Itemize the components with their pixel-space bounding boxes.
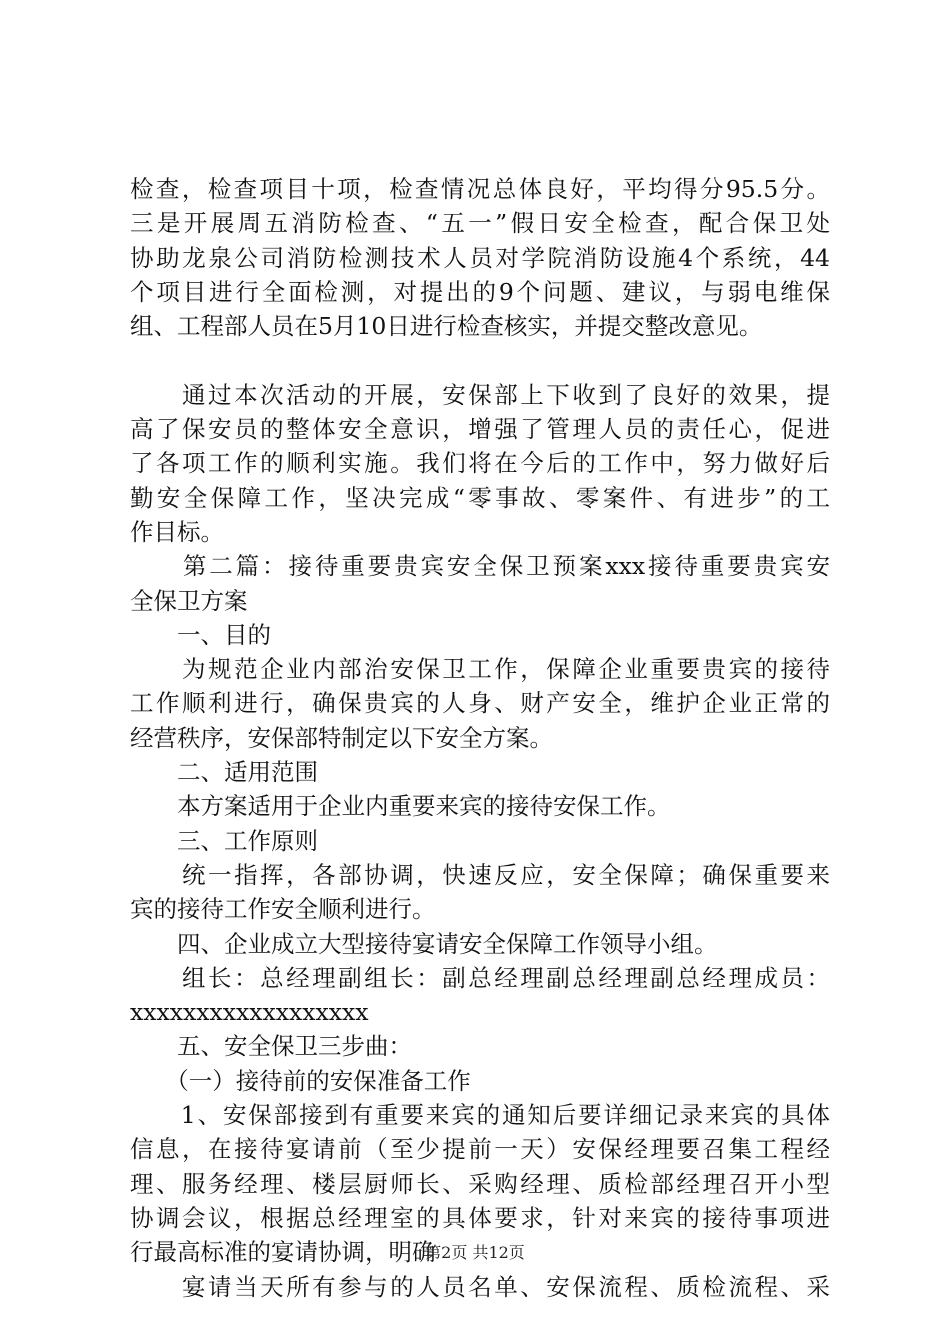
text-line: 为规范企业内部治安保卫工作，保障企业重要贵宾的接待 [130,655,830,684]
text-line: 宴请当天所有参与的人员名单、安保流程、质检流程、采 [130,1272,830,1301]
text-line: 协调会议，根据总经理室的具体要求，针对来宾的接待事项进 [130,1203,830,1232]
section-heading-line: 全保卫方案 [130,586,248,615]
text-line: 组、工程部人员在5月10日进行检查核实，并提交整改意见。 [130,312,763,341]
text-line: 统一指挥，各部协调，快速反应，安全保障；确保重要来 [130,860,830,889]
text-line: 作目标。 [130,517,224,546]
text-line: 1、安保部接到有重要来宾的通知后要详细记录来宾的具体 [130,1101,830,1130]
text-line: 协助龙泉公司消防检测技术人员对学院消防设施4个系统，44 [130,243,830,272]
text-line: 通过本次活动的开展，安保部上下收到了良好的效果，提 [130,380,830,409]
text-line: 宾的接待工作安全顺利进行。 [130,895,436,924]
text-line: 个项目进行全面检测，对提出的9个问题、建议，与弱电维保 [130,277,830,306]
text-line: 经营秩序，安保部特制定以下安全方案。 [130,723,553,752]
text-line: 组长：总经理副组长：副总经理副总经理副总经理成员： [130,963,830,992]
section-heading-line: 第二篇：接待重要贵宾安全保卫预案xxx接待重要贵宾安 [130,552,830,581]
subheading: 四、企业成立大型接待宴请安全保障工作领导小组。 [130,929,718,958]
document-body [130,172,830,1304]
page-number-footer: 第2页 共12页 [425,1243,525,1262]
subheading: 二、适用范围 [130,758,318,787]
text-line: 高了保安员的整体安全意识，增强了管理人员的责任心，促进 [130,415,830,444]
text-line: 勤安全保障工作，坚决完成“零事故、零案件、有进步”的工 [130,483,830,512]
text-line: 理、服务经理、楼层厨师长、采购经理、质检部经理召开小型 [130,1169,830,1198]
subheading: 五、安全保卫三步曲： [130,1032,412,1061]
text-line: 行最高标准的宴请协调，明确 [130,1238,436,1267]
text-line: 工作顺利进行，确保贵宾的人身、财产安全，维护企业正常的 [130,689,830,718]
subheading: 一、目的 [130,620,271,649]
text-line: 检查，检查项目十项，检查情况总体良好，平均得分95.5分。 [130,175,830,203]
paragraph-gap [130,343,830,377]
text-line: 本方案适用于企业内重要来宾的接待安保工作。 [130,792,671,821]
text-line: 了各项工作的顺利实施。我们将在今后的工作中，努力做好后 [130,449,830,478]
text-line: 三是开展周五消防检查、“五一”假日安全检查，配合保卫处 [130,209,830,238]
subheading: 三、工作原则 [130,826,318,855]
text-line: xxxxxxxxxxxxxxxxxx [130,998,369,1027]
text-line: 信息，在接待宴请前（至少提前一天）安保经理要召集工程经 [130,1135,830,1164]
subheading: （一）接待前的安保准备工作 [130,1066,471,1095]
